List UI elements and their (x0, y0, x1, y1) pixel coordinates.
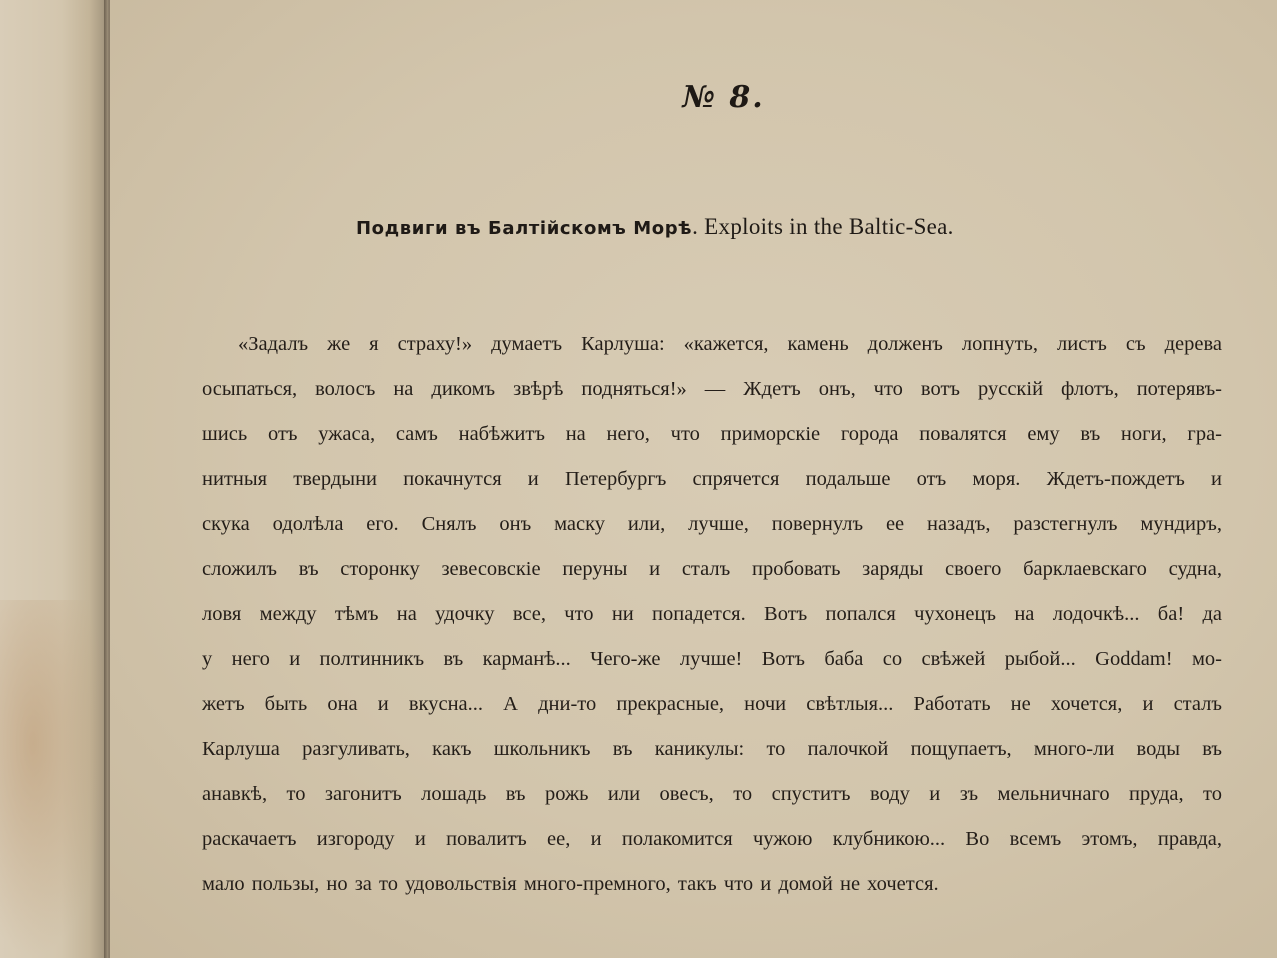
text-line: нитныя твердыни покачнутся и Петербургъ спрячется подальше отъ моря. Ждетъ-пождетъ и (202, 468, 1222, 490)
text-line: Карлуша разгуливать, какъ школьникъ въ каникулы: то палочкой пощупаетъ, много-ли воды въ (202, 738, 1222, 760)
page-stain (0, 600, 110, 958)
body-paragraph (202, 322, 1222, 907)
text-line: раскачаетъ изгороду и повалитъ ее, и полакомится чужою клубникою... Во всемъ этомъ, правда, (202, 828, 1222, 850)
text-line: мало пользы, но за то удовольствiя много-премного, такъ что и домой не хочется. (202, 873, 939, 895)
text-line: анавкѣ, то загонитъ лошадь въ рожь или овесъ, то спуститъ воду и зъ мельничнаго пруда, то (202, 783, 1222, 805)
text-line: у него и полтинникъ въ карманѣ... Чего-же лучше! Вотъ баба со свѣжей рыбой... Goddam! мо- (202, 648, 1222, 670)
section-heading (356, 214, 954, 240)
text-line: «Задалъ же я страху!» думаетъ Карлуша: «кажется, камень долженъ лопнуть, листъ съ дерева (238, 333, 1222, 355)
text-line: скука одолѣла его. Снялъ онъ маску или, лучше, повернулъ ее назадъ, разстегнулъ мундиръ, (202, 513, 1222, 535)
text-line: жетъ быть она и вкусна... А дни-то прекрасные, ночи свѣтлыя... Работать не хочется, и сталъ (202, 693, 1222, 715)
heading-russian: Подвиги въ Балтiйскомъ Морѣ (356, 218, 693, 239)
text-line: осыпаться, волосъ на дикомъ звѣрѣ подняться!» — Ждетъ онъ, что вотъ русскiй флотъ, потерявъ- (202, 378, 1222, 400)
text-line: шись отъ ужаса, самъ набѣжитъ на него, что приморскiе города повалятся ему въ ноги, гра- (202, 423, 1222, 445)
heading-english: . Exploits in the Baltic-Sea. (692, 214, 954, 239)
book-gutter (104, 0, 108, 958)
text-line: ловя между тѣмъ на удочку все, что ни попадется. Вотъ попался чухонецъ на лодочкѣ... ба! да (202, 603, 1222, 625)
book-page (110, 0, 1277, 958)
text-line: сложилъ въ сторонку зевесовскiе перуны и сталъ пробовать заряды своего барклаевскаго судна, (202, 558, 1222, 580)
page-number: № 8. (682, 80, 765, 115)
